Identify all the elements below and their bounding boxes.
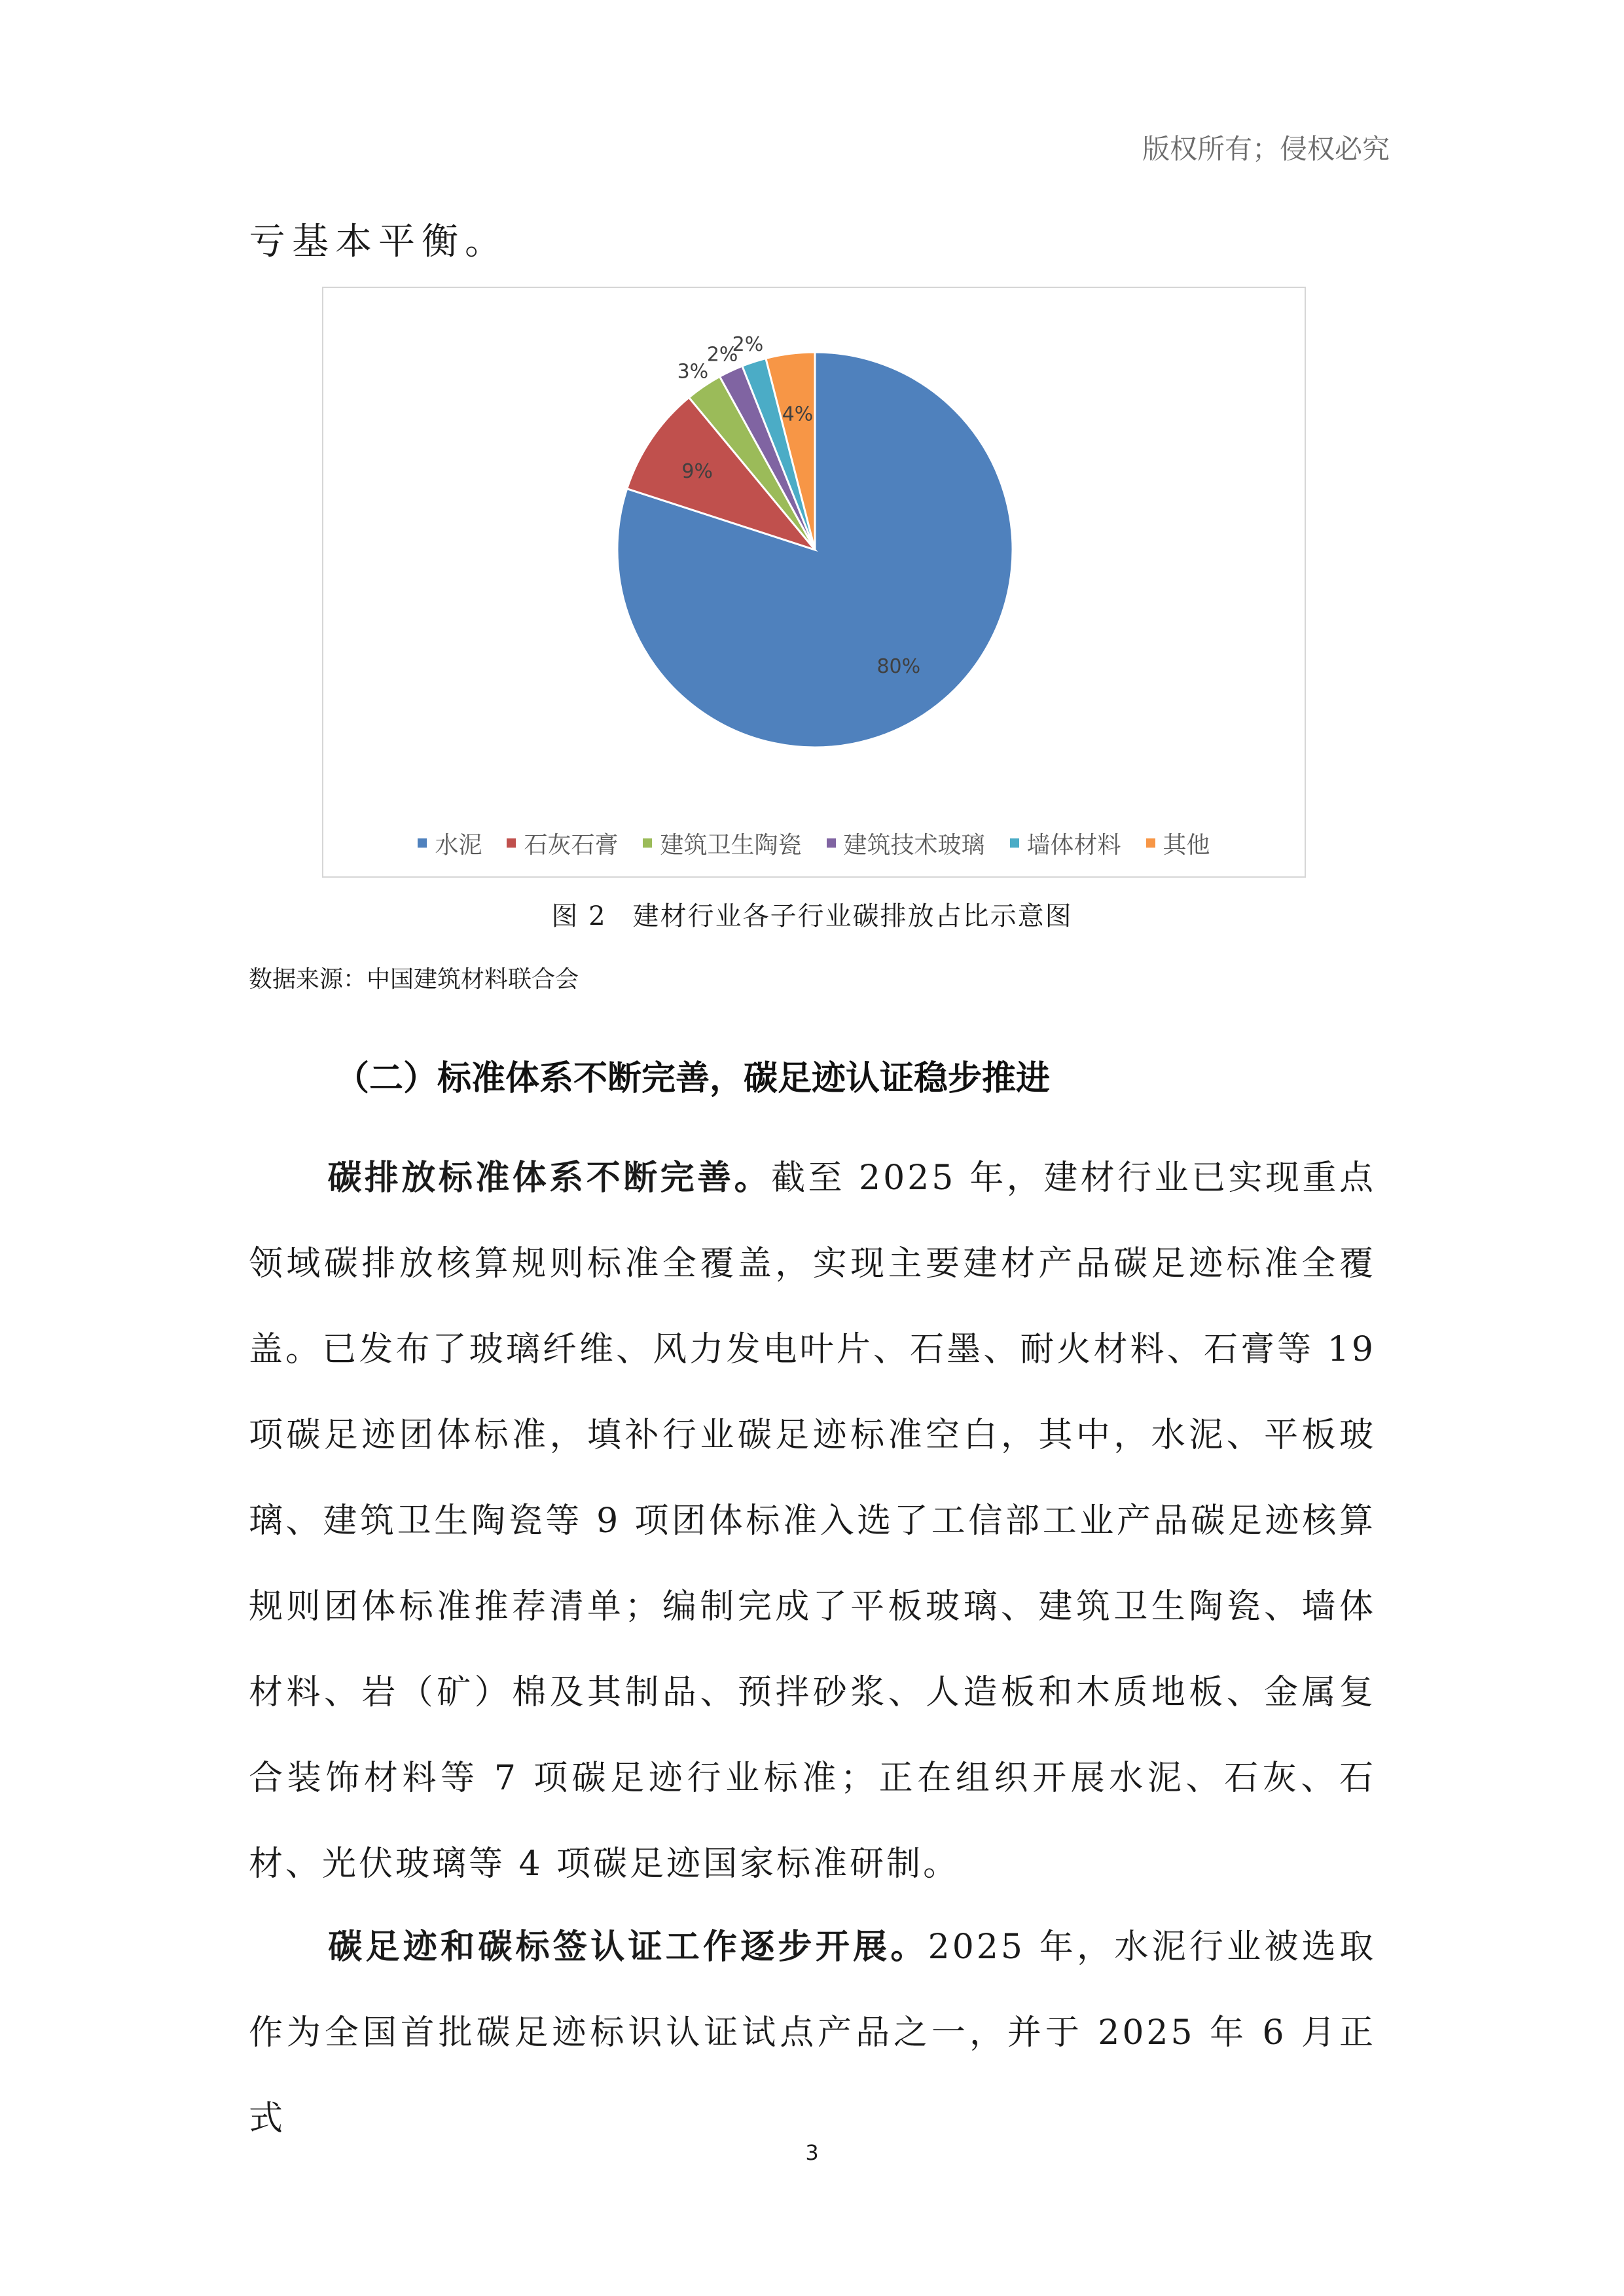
legend-label-2: 石灰石膏 (524, 831, 619, 859)
paragraph-1-lead: 碳排放标准体系不断完善。 (327, 1158, 772, 1198)
pie-label-4: 2% (706, 343, 738, 367)
pie-label-1: 80% (876, 655, 921, 678)
pie-label-2: 9% (681, 459, 713, 483)
figure-number: 图 2 (551, 901, 607, 931)
paragraph-2 (249, 1905, 1376, 2162)
legend-item-4 (827, 823, 985, 863)
figure-title: 建材行业各子行业碳排放占比示意图 (632, 901, 1073, 931)
legend-item-6 (1146, 823, 1210, 863)
pie-chart-frame (322, 287, 1306, 878)
pie-chart (323, 288, 1307, 812)
paragraph-2-lead: 碳足迹和碳标签认证工作逐步开展。 (327, 1928, 928, 1967)
legend-label-5: 墙体材料 (1026, 831, 1121, 859)
legend-swatch-2 (507, 838, 516, 848)
pie-label-3: 3% (677, 360, 709, 384)
legend-swatch-4 (827, 838, 836, 848)
legend-swatch-1 (418, 838, 427, 848)
legend-item-2 (507, 823, 618, 863)
legend-swatch-3 (643, 838, 652, 848)
chart-legend (323, 823, 1305, 863)
pie-label-5: 2% (732, 333, 764, 357)
legend-label-4: 建筑技术玻璃 (843, 831, 985, 859)
legend-label-3: 建筑卫生陶瓷 (660, 831, 802, 859)
pie-label-6: 4% (782, 403, 814, 426)
paragraph-2-text: 2025 年，水泥行业被选取作为全国首批碳足迹标识认证试点产品之一，并于 2025 年 6 月正式 (249, 1928, 1376, 2138)
legend-swatch-6 (1146, 838, 1155, 848)
paragraph-1-text: 截至 2025 年，建材行业已实现重点领域碳排放核算规则标准全覆盖，实现主要建材产品碳足迹标准全覆盖。已发布了玻璃纤维、风力发电叶片、石墨、耐火材料、石膏等 19 项碳足迹团体标准，填补行业碳足迹标准空白，其中，水泥、平板玻璃、建筑卫生陶瓷等 9 项团体标准入选了工信部工业产品碳足迹核算规则团体标准推荐清单；编制完成了平板玻璃、建筑卫生陶瓷、墙体材料、岩（矿）棉及其制品、预拌砂浆、人造板和木质地板、金属复合装饰材料等 7 项碳足迹行业标准；正在组织开展水泥、石灰、石材、光伏玻璃等 4 项碳足迹国家标准研制。 (249, 1158, 1376, 1884)
copyright-notice: 版权所有；侵权必究 (1142, 133, 1390, 165)
data-source: 数据来源：中国建筑材料联合会 (249, 966, 579, 993)
figure-caption (0, 895, 1624, 933)
legend-swatch-5 (1010, 838, 1019, 848)
legend-item-5 (1010, 823, 1121, 863)
page-number: 3 (805, 2140, 819, 2165)
legend-item-3 (643, 823, 801, 863)
paragraph-1 (249, 1136, 1376, 1907)
legend-label-6: 其他 (1163, 831, 1210, 859)
legend-label-1: 水泥 (435, 831, 482, 859)
continued-text: 亏基本平衡。 (249, 221, 508, 263)
legend-item-1 (418, 823, 482, 863)
section-heading: （二）标准体系不断完善，碳足迹认证稳步推进 (335, 1059, 1051, 1098)
